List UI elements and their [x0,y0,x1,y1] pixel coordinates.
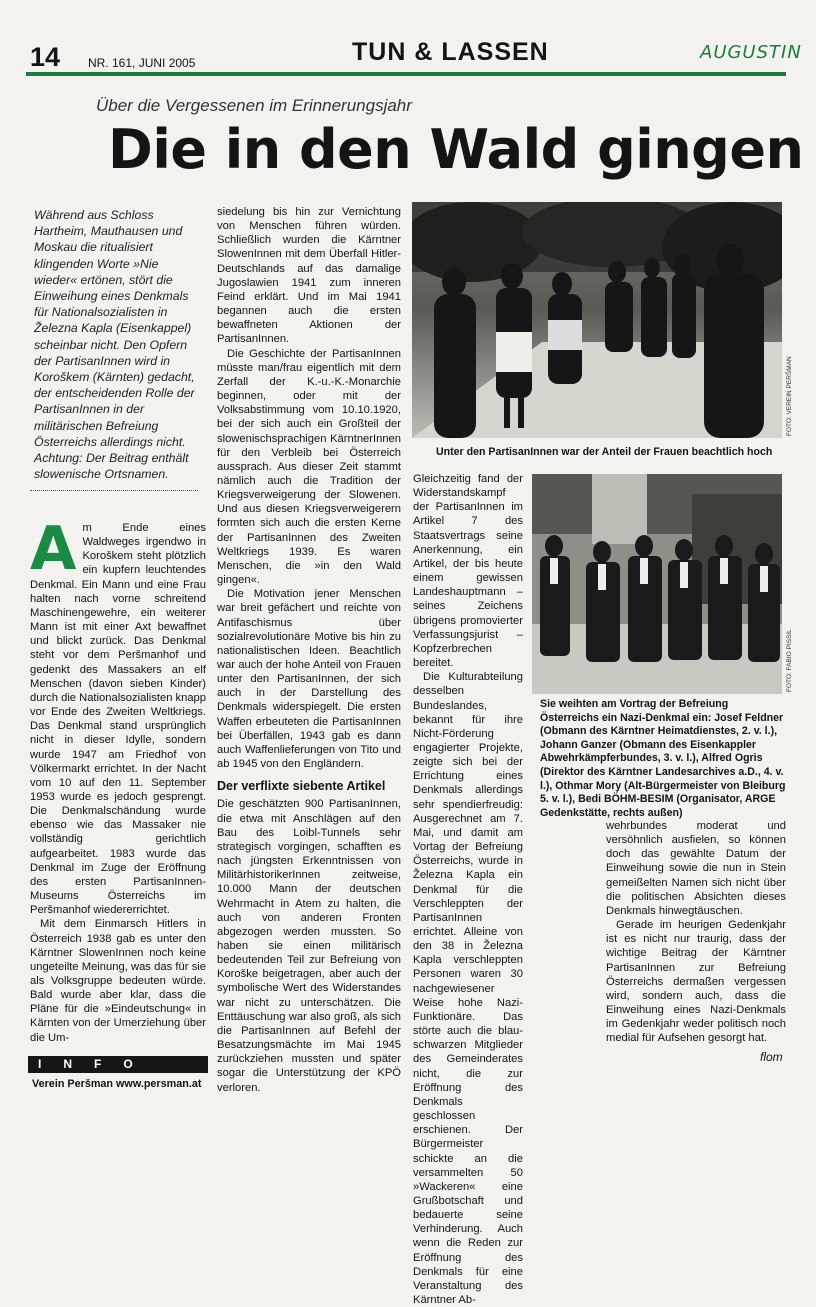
section-title: TUN & LASSEN [352,38,549,66]
lead-divider [30,490,198,491]
body-paragraph: Gerade im heurigen Gedenkjahr ist es nicht nur traurig, dass der wichtige Beitrag der Kärntner PartisanInnen zur Befreiung Österreichs dermaßen vergessen wird, sondern auch, dass die Einweihung eines Nazi-Denkmals im Gedenkjahr weder politisch noch medial für Aufsehen gesorgt hat. [606,919,786,1045]
column-4 [606,819,786,1046]
page-number: 14 [30,42,61,72]
info-link[interactable]: Verein Peršman www.persman.at [32,1078,202,1090]
kicker: Über die Vergessenen im Erinnerungsjahr [96,96,412,115]
body-paragraph: Die Motivation jener Menschen war breit gefächert und reichte von Antifaschismus über sozialrevolutionäre Motive bis hin zu nationalistischen Ideen. Beachtlich war auch der hohe Anteil von Frauen unter den PartisanInnen, der sich auch in der Darstellung des Denkmals widerspiegelt. Die ersten Waffen erbeuteten die PartisanInnen bei Überfällen, 1943 gab es dann auch Waffenlieferungen von Tito und ab 1945 von den Engländern. [217,588,401,771]
body-paragraph: Die Geschichte der PartisanInnen müsste man/frau eigentlich mit dem Zerfall der K.-u.-K.-Monarchie beginnen, oder mit der Volksabstimmung vom 10.10.1920, bei der sich auch ein Großteil der slowenischsprachigen KärntnerInnen für den Verbleib bei Österreich aussprach. Aus dieser Zeit stammt nämlich auch die Tradition der Kriegsverweigerung der Slowenen. Und aus diesen Kriegsverweigerern formten sich auch die ersten Kerne der PartisanInnen des Zweiten Weltkriegs 1939. Es waren Menschen, die »in den Wald gingen«. [217,347,401,587]
header-rule [26,72,786,76]
body-paragraph: Die Kulturabteilung desselben Bundeslandes, bekannt für ihre Nicht-Förderung engagierter Projekte, zeigte sich bei der Errichtung eines Denkmals allerdings sehr spendierfreudig: Ausgerechnet am 7. Mai, und damit am Vortag der Befreiung Österreichs, wurde in Železna Kapla ein Denkmal für die Verschleppten der PartisanInnen errichtet. Alleine von den 38 in Železna Kapla verschleppten Personen waren 30 nachgewiesener Weise hohe Nazi-Funktionäre. Das störte auch die blau-schwarzen Mitglieder des Gemeinderates nicht, die zur Eröffnung des Denkmals geschlossen erschienen. Der Bürgermeister schickte an die versammelten 50 »Wackeren« eine Grußbotschaft und bedauerte seine Verhinderung. Auch wenn die Reden zur Eröffnung des Denkmals für eine Veranstaltung des Kärntner Ab- [413,671,523,1307]
column-2 [217,205,401,1095]
photo-caption: Sie weihten am Vortrag der Befreiung Österreichs ein Nazi-Denkmal ein: Josef Feldner (Obmann des Kärntner Heimatdienstes, 2. v. l.), Johann Ganzer (Obmann des Eisenkappler Abwehrkämpferbundes, 3. v. l.), Alfred Ogris (Direktor des Kärntner Landesarchives a.D., 4. v. l.), Othmar Mory (Alt-Bürgermeister von Bleiburg 5. v. l.), Bedi BÖHM-BESIM (Organisator, ARGE Gedenkstätte, rechts außen) [540,698,786,819]
body-paragraph: wehrbundes moderat und versöhnlich ausfielen, so können doch das gewählte Datum der Einweihung sowie die nun in Stein gemeißelten Namen sich nicht über die politischen Absichten dieses Denkmals hinwegtäuschen. [606,820,786,917]
body-paragraph: Gleichzeitig fand der Widerstandskampf der PartisanInnen im Artikel 7 des Staatsvertrags seine Anerkennung, ein Artikel, der bis heute einem gewissen Landeshauptmann – seines Zeichens übrigens promovierter Verfassungsjurist – Kopfzerbrechen bereitet. [413,473,523,670]
column-1 [30,514,207,1045]
photo-credit: FOTO: FABIO PISSIL [786,629,793,692]
partisans-photo [412,202,782,438]
dropcap: A [30,514,77,584]
issue-info: NR. 161, JUNI 2005 [88,56,196,70]
column-3 [413,472,523,1307]
magazine-logo: AUGUSTIN [700,42,802,63]
lead-paragraph: Während aus Schloss Hartheim, Mauthausen und Moskau die ritualisiert klingenden Worte »Nie wieder« ertönen, stört die Einweihung eines Denkmals für Nationalsozialisten in Železna Kapla (Eisenkappel) scheinbar nicht. Den Opfern der PartisanInnen wird in Koroškem (Kärnten) gedacht, der entscheidenden Rolle der PartisanInnen in der militärischen Befreiung Österreichs allerdings nicht. Achtung: Der Beitrag enthält slowenische Ortsnamen. [34,208,195,482]
body-paragraph: Mit dem Einmarsch Hitlers in Österreich 1938 gab es unter den Kärntner SlowenInnen noch keine ungeteilte Meinung, was das für sie als Volksgruppe bedeuten würde. Bald wurde aber klar, dass die Pläne für die »Eindeutschung« in Kärnten von der Umerziehung über die Um- [30,918,206,1044]
photo-caption: Unter den PartisanInnen war der Anteil der Frauen beachtlich hoch [436,446,773,458]
body-paragraph: m Ende eines Waldweges irgendwo in Koroškem steht plötzlich ein kupfern leuchtendes Denkmal. Ein Mann und eine Frau halten nach vorne schreitend Maschinengewehre, ein weiterer Mann ist mit einer Axt bewaffnet und blickt zurück. Das Denkmal steht vor dem Peršmanhof und gedenkt des Massakers an elf Menschen (davon sieben Kinder) durch die Nationalsozialisten knapp vor Ende des Zweiten Weltkriegs. Das Denkmal stand ursprünglich nicht in dieser Idylle, sondern wurde 1947 am Friedhof von Völkermarkt errichtet. In der Nacht vom 10 auf den 11. September 1953 wurde es jedoch gesprengt. Die Denkmalschändung wurde ebenso wie das Massaker nie vollständig gerichtlich aufgearbeitet. 1983 wurde das Denkmal im Zuge der Eröffnung des ersten PartisanInnen-Museums Österreichs im Peršmanhof wiedererrichtet. [30,522,207,917]
body-paragraph: siedelung bis hin zur Vernichtung von Menschen führen würden. Schließlich wurden die Kärntner SlowenInnen mit dem Überfall Hitler-Deutschlands auf das damalige Jugoslawien 1941 zum inneren Feind erklärt. Und im Mai 1941 begannen auch die ersten bewaffneten Aktionen der PartisanInnen. [217,206,401,346]
body-paragraph: Die geschätzten 900 PartisanInnen, die etwa mit Anschlägen auf den Bau des Loibl-Tunnels sehr strategisch vorgingen, schafften es nach jüngsten Erkenntnissen von MilitärhistorikerInnen zeitweise, 10.000 Mann der deutschen Wehrmacht in Atem zu halten, die auch von anderen Fronten abgezogen werden mussten. So haben sie einen militärisch bedeutenden Teil zur Befreiung von Koroške beigetragen, aber auch der symbolische Wert des Widerstandes war nicht zu unterschätzen. Die Enttäuschung war also groß, als sich die PartisanInnen auf Befehl der Besatzungsmächte im Mai 1945 zurückziehen mussten und später sogar die Unterstützung der KPÖ verloren. [217,798,401,1094]
info-label: INFO [28,1056,208,1073]
ceremony-photo [532,474,782,694]
author-signoff: flom [760,1050,783,1064]
headline: Die in den Wald gingen [108,118,804,181]
photo-credit: FOTO: VEREIN PERŠMAN [786,356,793,436]
subheading: Der verflixte siebente Artikel [217,779,386,794]
